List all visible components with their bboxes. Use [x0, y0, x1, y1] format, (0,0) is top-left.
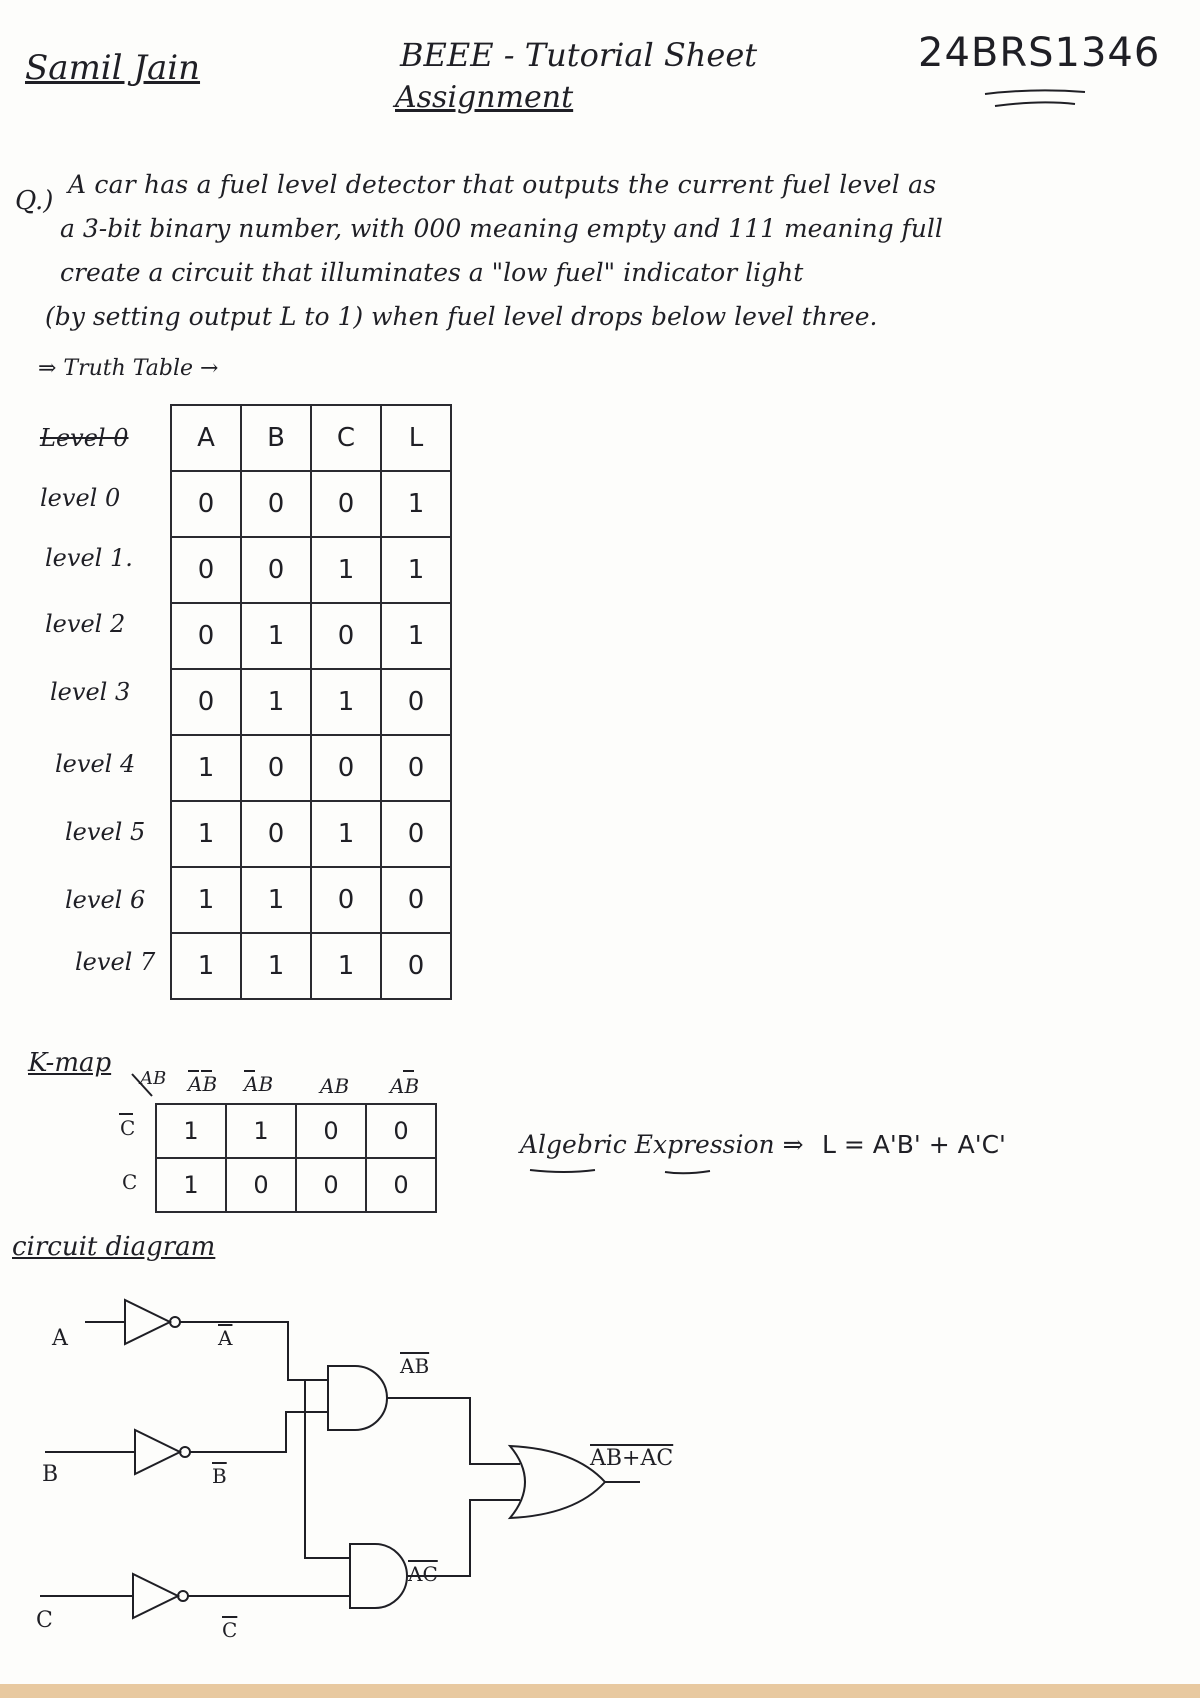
row-label: level 7	[75, 948, 156, 976]
table-row	[171, 735, 451, 801]
row-label: level 0	[40, 484, 121, 512]
table-cell: 0	[241, 735, 311, 801]
truth-table-heading: ⇒ Truth Table →	[38, 356, 219, 381]
kmap-col-header: AB	[188, 1072, 218, 1096]
table-cell: 1	[311, 537, 381, 603]
kmap-row	[156, 1104, 436, 1158]
table-row	[171, 867, 451, 933]
table-cell: 1	[171, 867, 241, 933]
table-cell: 0	[241, 471, 311, 537]
table-row	[171, 471, 451, 537]
table-cell: 0	[241, 537, 311, 603]
kmap-heading: K-map	[28, 1048, 112, 1078]
column-header-a: A	[171, 405, 241, 471]
table-cell: 0	[241, 801, 311, 867]
table-cell: 0	[311, 603, 381, 669]
table-cell: 1	[171, 801, 241, 867]
table-cell: 1	[381, 603, 451, 669]
table-cell: 1	[241, 669, 311, 735]
table-cell: 1	[241, 603, 311, 669]
not-bubble-a	[170, 1317, 180, 1327]
kmap-cell: 0	[366, 1158, 436, 1212]
kmap-cell: 0	[366, 1104, 436, 1158]
table-cell: 0	[381, 735, 451, 801]
table-cell: 0	[311, 735, 381, 801]
question-line-3: create a circuit that illuminates a "low fuel" indicator light	[60, 258, 804, 287]
question-line-1: A car has a fuel level detector that outputs the current fuel level as	[68, 170, 937, 199]
kmap-grid	[155, 1103, 437, 1213]
table-header-row	[171, 405, 451, 471]
not-gate-a	[125, 1300, 170, 1344]
kmap-row	[156, 1158, 436, 1212]
kmap-cell: 0	[296, 1104, 366, 1158]
and-gate-2-output-label: $\overline{AC}$	[408, 1562, 438, 1586]
row-label-struck: Level 0	[40, 424, 129, 452]
and-gate-1	[328, 1366, 387, 1430]
table-cell: 1	[311, 669, 381, 735]
kmap-corner-label: AB	[140, 1068, 167, 1089]
and-gate-2	[350, 1544, 407, 1608]
table-cell: 1	[311, 801, 381, 867]
table-cell: 0	[381, 669, 451, 735]
circuit-not-c-label: $\overline{C}$	[222, 1618, 238, 1642]
student-name: Samil Jain	[25, 48, 201, 88]
table-row	[171, 603, 451, 669]
roll-number: 24BRS1346	[918, 30, 1161, 76]
row-label: level 5	[65, 818, 146, 846]
row-label: level 3	[50, 678, 131, 706]
not-gate-c	[133, 1574, 178, 1618]
table-cell: 0	[171, 669, 241, 735]
kmap-complement-bars	[180, 1066, 440, 1076]
or-gate-output-label: AB+AC	[590, 1446, 674, 1471]
column-header-c: C	[311, 405, 381, 471]
table-cell: 0	[311, 867, 381, 933]
sheet-subtitle: Assignment	[395, 80, 574, 115]
wire-not-a	[180, 1322, 328, 1380]
table-cell: 1	[171, 735, 241, 801]
circuit-heading: circuit diagram	[12, 1232, 216, 1262]
expression-underline	[525, 1166, 725, 1178]
expression-formula: L = A'B' + A'C'	[822, 1130, 1006, 1159]
table-cell: 1	[241, 867, 311, 933]
question-line-2: a 3-bit binary number, with 000 meaning empty and 111 meaning full	[60, 214, 943, 243]
row-label: level 4	[55, 750, 136, 778]
kmap-row-bar	[118, 1112, 138, 1118]
column-header-b: B	[241, 405, 311, 471]
expression-label: Algebric Expression ⇒	[520, 1130, 804, 1159]
table-row	[171, 669, 451, 735]
wire-not-a-branch	[305, 1380, 350, 1558]
circuit-input-b-label: B	[42, 1462, 59, 1487]
truth-table	[170, 404, 452, 1000]
column-header-l: L	[381, 405, 451, 471]
kmap-cell: 1	[156, 1158, 226, 1212]
table-cell: 1	[381, 471, 451, 537]
question-marker: Q.)	[15, 186, 54, 216]
table-cell: 0	[381, 933, 451, 999]
table-cell: 1	[311, 933, 381, 999]
table-cell: 1	[381, 537, 451, 603]
not-bubble-b	[180, 1447, 190, 1457]
paper-edge	[0, 1684, 1200, 1698]
kmap-corner-slash	[128, 1070, 158, 1100]
not-gate-b	[135, 1430, 180, 1474]
table-cell: 0	[171, 537, 241, 603]
table-cell: 0	[171, 603, 241, 669]
table-cell: 1	[241, 933, 311, 999]
circuit-not-a-label: $\overline{A}$	[218, 1326, 233, 1350]
not-bubble-c	[178, 1591, 188, 1601]
row-label: level 6	[65, 886, 146, 914]
kmap-cell: 0	[296, 1158, 366, 1212]
kmap-row-label: C	[120, 1116, 136, 1140]
table-row	[171, 801, 451, 867]
kmap-col-header: AB	[320, 1074, 350, 1098]
row-label: level 1.	[45, 544, 133, 572]
kmap-cell: 1	[156, 1104, 226, 1158]
table-cell: 0	[381, 801, 451, 867]
table-cell: 0	[311, 471, 381, 537]
sheet-title: BEEE - Tutorial Sheet	[400, 36, 758, 74]
circuit-not-b-label: $\overline{B}$	[212, 1464, 227, 1488]
kmap-cell: 1	[226, 1104, 296, 1158]
roll-number-underline	[980, 86, 1090, 116]
row-label: level 2	[45, 610, 126, 638]
kmap-cell: 0	[226, 1158, 296, 1212]
and-gate-1-output-label: $\overline{AB}$	[400, 1354, 430, 1378]
table-row	[171, 537, 451, 603]
wire-not-b	[190, 1412, 328, 1452]
table-row	[171, 933, 451, 999]
kmap-row-label: C	[122, 1170, 138, 1194]
table-cell: 0	[171, 471, 241, 537]
wire-and1-out	[387, 1398, 520, 1464]
table-cell: 1	[171, 933, 241, 999]
circuit-input-a-label: A	[52, 1326, 68, 1351]
table-cell: 0	[381, 867, 451, 933]
kmap-col-header: AB	[244, 1072, 274, 1096]
kmap-col-header: AB	[390, 1074, 420, 1098]
circuit-input-c-label: C	[36, 1608, 53, 1633]
question-line-4: (by setting output L to 1) when fuel level drops below level three.	[45, 302, 878, 331]
